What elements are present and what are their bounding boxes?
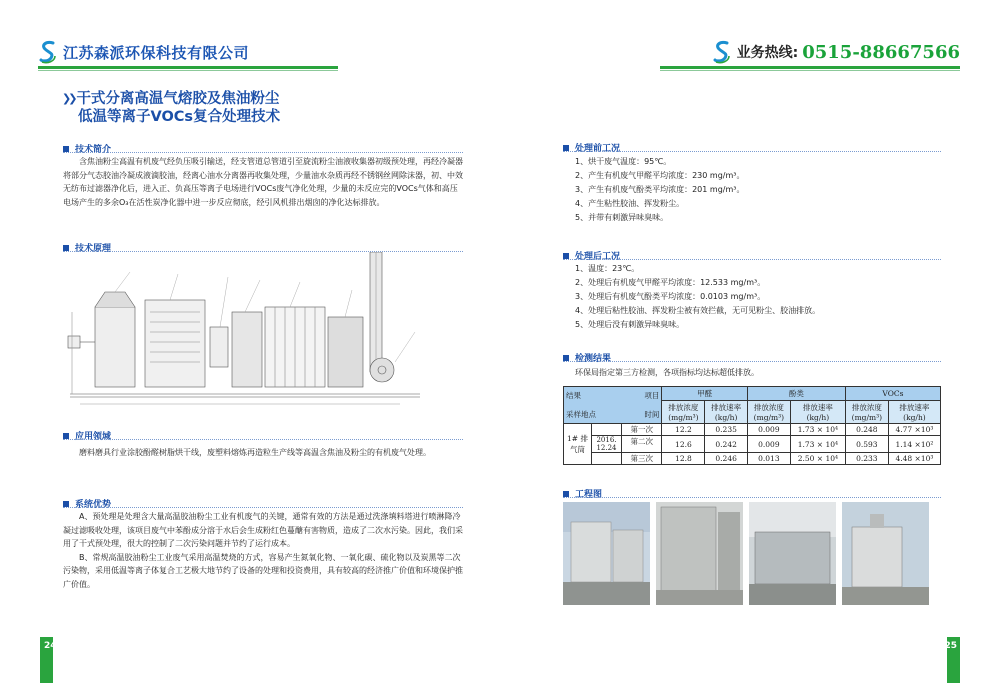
table-cell: 4.77 ×10³ xyxy=(888,424,940,436)
process-flow-diagram xyxy=(60,252,465,420)
table-corner-cell: 结果 项目 采样地点 时间 xyxy=(564,387,662,424)
results-intro: 环保局指定第三方检测，各项指标均达标超低排放。 xyxy=(575,368,759,377)
table-cell: 12.2 xyxy=(662,424,705,436)
square-bullet-icon xyxy=(563,253,569,259)
after-conditions-list xyxy=(575,262,820,332)
square-bullet-icon xyxy=(63,433,69,439)
list-item: 1、烘干废气温度：95℃。 xyxy=(575,157,672,166)
table-cell: 0.009 xyxy=(747,424,790,436)
date-cell xyxy=(592,424,622,435)
list-item: 3、产生有机废气酚类平均浓度：201 mg/m³。 xyxy=(575,185,745,194)
table-cell: 0.233 xyxy=(845,453,888,465)
section-divider xyxy=(63,439,463,440)
date-cell: 2016. 12.24 xyxy=(592,436,622,452)
advantage-paragraph: A、预处理是处理含大量高温胶油粉尘工业有机废气的关键，通常有效的方法是通过洗涤填料塔进行喷淋降冷凝过滤吸收处理，该项目废气中苯酚成分溶于水后会生成粉红色蔓醣有害物质，造成了二次水污染。因此，我们采用了干式预处理，很大的控制了二次污染问题并节约了运行成本。 B、常规高温胶油粉尘工业废气采用高温焚烧的方式，容易产生氮氧化物、一氧化碳、硫化物以及炭黑等二次污染物，采用低温等离子体复合工艺极大地节约了设备的处理和投资费用，具有较高的经济推广价值和环境保护推广价值。 xyxy=(63,512,463,589)
intro-paragraph: 含焦油粉尘高温有机废气经负压吸引输送，经支管道总管道引至旋流粉尘油液收集器初级预处理，再经冷凝器将部分气态胶油冷凝成液滴胶油，经离心油水分离器再收集处理，少量油水杂质再经不锈钢丝网除沫器，初、中效无纺布过滤器净化后，进入正、负高压等离子电场进行VOCs废气净化处理，少量的未反应完的VOCs气体和高压电场产生的多余O₃在活性炭净化器中进一步反应彻底，经引风机排出烟囱的净化达标排放。 xyxy=(63,157,463,207)
run-label: 第三次 xyxy=(630,454,653,463)
page-number-left: 24 xyxy=(44,641,57,651)
table-cell: 0.248 xyxy=(845,424,888,436)
list-item: 1、温度：23℃。 xyxy=(575,264,640,273)
header-rule-left xyxy=(38,66,338,69)
header-thin-rule-left xyxy=(38,70,338,71)
project-photos xyxy=(563,502,929,605)
table-cell: 4.48 ×10³ xyxy=(888,453,940,465)
section-divider xyxy=(563,151,941,152)
table-subheader: 排放浓度 (mg/m³) xyxy=(845,401,888,424)
section-divider xyxy=(63,507,463,508)
table-header: 甲醛 xyxy=(662,387,747,401)
table-row xyxy=(564,453,941,465)
section-heading-intro: 技术简介 xyxy=(63,142,111,155)
hotline-label: 业务热线: xyxy=(736,45,799,61)
table-row xyxy=(564,436,941,453)
table-cell: 12.6 xyxy=(662,436,705,453)
page-title xyxy=(62,90,280,126)
double-chevron-icon: ❯❯ xyxy=(62,92,75,105)
table-header: VOCs xyxy=(845,387,940,401)
table-cell: 1.14 ×10² xyxy=(888,436,940,453)
square-bullet-icon xyxy=(63,501,69,507)
title-line-1: 干式分离高温气熔胶及焦油粉尘 xyxy=(76,91,280,107)
table-cell: 2.50 × 10⁴ xyxy=(790,453,845,465)
table-cell: 12.8 xyxy=(662,453,705,465)
table-subheader: 排放速率 (kg/h) xyxy=(705,401,747,424)
table-cell: 0.009 xyxy=(747,436,790,453)
section-heading-principle: 技术原理 xyxy=(63,241,111,254)
section-heading-before: 处理前工况 xyxy=(563,141,620,154)
application-paragraph: 磨料磨具行业涂胶酚醛树脂烘干线，废塑料熔炼再造粒生产线等高温含焦油及粉尘的有机废气处理。 xyxy=(79,448,431,457)
list-item: 2、处理后有机废气甲醛平均浓度：12.533 mg/m³。 xyxy=(575,278,766,287)
hotline-header xyxy=(712,40,960,64)
page-number-right: 25 xyxy=(944,641,957,651)
section-divider xyxy=(563,259,941,260)
project-photo xyxy=(749,502,836,605)
section-divider xyxy=(563,361,941,362)
run-label: 第二次 xyxy=(630,437,653,446)
table-header: 酚类 xyxy=(747,387,845,401)
company-header xyxy=(38,40,249,64)
list-item: 2、产生有机废气甲醛平均浓度：230 mg/m³。 xyxy=(575,171,745,180)
list-item: 3、处理后有机废气酚类平均浓度：0.0103 mg/m³。 xyxy=(575,292,766,301)
results-table xyxy=(563,386,941,465)
section-divider xyxy=(563,497,941,498)
section-heading-after: 处理后工况 xyxy=(563,249,620,262)
section-heading-advantage: 系统优势 xyxy=(63,497,111,510)
header-thin-rule-right xyxy=(660,70,960,71)
table-subheader: 排放浓度 (mg/m³) xyxy=(662,401,705,424)
section-heading-application: 应用领域 xyxy=(63,429,111,442)
table-cell: 0.593 xyxy=(845,436,888,453)
location-cell: 1# 排气筒 xyxy=(564,424,592,465)
project-photo xyxy=(656,502,743,605)
before-conditions-list xyxy=(575,155,744,225)
table-cell: 1.73 × 10⁴ xyxy=(790,436,845,453)
run-label: 第一次 xyxy=(630,425,653,434)
section-heading-results: 检测结果 xyxy=(563,351,611,364)
hotline-number: 0515-88667566 xyxy=(802,41,960,63)
table-row xyxy=(564,424,941,436)
company-logo-icon xyxy=(712,40,732,64)
company-logo-icon xyxy=(38,40,58,64)
square-bullet-icon xyxy=(63,245,69,251)
project-photo xyxy=(842,502,929,605)
list-item: 5、处理后没有刺激异味臭味。 xyxy=(575,320,685,329)
table-cell: 0.013 xyxy=(747,453,790,465)
section-heading-photos: 工程图 xyxy=(563,487,602,500)
square-bullet-icon xyxy=(563,355,569,361)
company-name: 江苏森派环保科技有限公司 xyxy=(63,43,250,62)
table-subheader: 排放速率 (kg/h) xyxy=(888,401,940,424)
square-bullet-icon xyxy=(563,491,569,497)
square-bullet-icon xyxy=(63,146,69,152)
table-subheader: 排放浓度 (mg/m³) xyxy=(747,401,790,424)
table-cell: 0.242 xyxy=(705,436,747,453)
table-cell: 0.246 xyxy=(705,453,747,465)
square-bullet-icon xyxy=(563,145,569,151)
list-item: 5、并带有刺激异味臭味。 xyxy=(575,213,669,222)
project-photo xyxy=(563,502,650,605)
section-divider xyxy=(63,152,463,153)
table-cell: 1.73 × 10⁴ xyxy=(790,424,845,436)
table-cell: 0.235 xyxy=(705,424,747,436)
list-item: 4、产生粘性胶油、挥发粉尘。 xyxy=(575,199,685,208)
list-item: 4、处理后粘性胶油、挥发粉尘被有效拦截，无可见粉尘、胶油排放。 xyxy=(575,306,821,315)
header-rule-right xyxy=(660,66,960,69)
table-subheader: 排放速率 (kg/h) xyxy=(790,401,845,424)
title-line-2: 低温等离子VOCs复合处理技术 xyxy=(78,109,281,125)
